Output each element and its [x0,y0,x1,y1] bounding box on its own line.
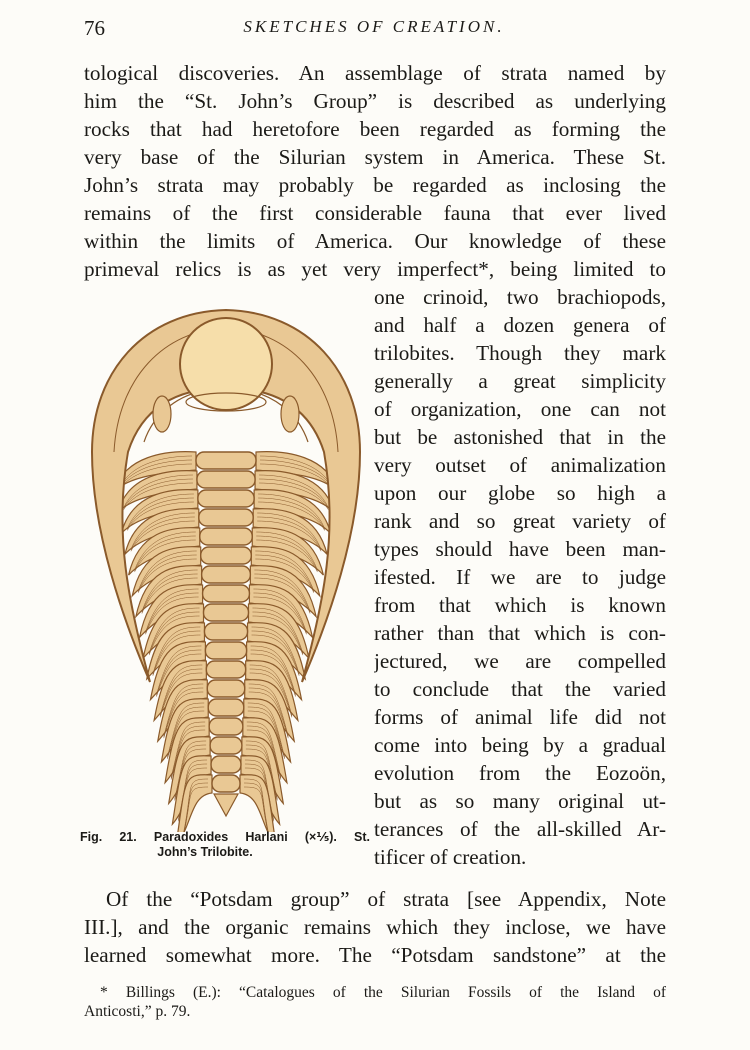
page-number: 76 [84,16,105,40]
axial-ring [201,547,252,564]
body-line: remains of the first considerable fauna that ever lived [84,201,666,225]
side-line: forms of animal life did not [374,705,666,729]
body-line: primeval relics is as yet very imperfect*, being limited to [84,257,666,281]
left-eye [153,396,171,432]
axial-ring [206,661,245,678]
right-eye [281,396,299,432]
side-line: evolution from the Eozoön, [374,761,666,785]
side-line: tificer of creation. [374,845,527,869]
figure-caption [80,830,370,860]
caption-line: Fig. 21. Paradoxides Harlani (×⅕). St. [80,830,370,844]
body-line: very base of the Silurian system in America. These St. [84,145,666,169]
side-line: upon our globe so high a [374,481,666,505]
running-head: SKETCHES OF CREATION. [243,17,505,36]
body-line: him the “St. John’s Group” is described as underlying [84,89,666,113]
axial-ring [211,756,241,773]
side-line: generally a great simplicity [374,369,666,393]
side-line: from that which is known [374,593,666,617]
trilobite-figure [84,302,368,842]
side-line: jectured, we are compelled [374,649,666,673]
axial-ring [205,642,246,659]
axial-ring [198,490,254,507]
axial-ring [197,471,255,488]
body-line: III.], and the organic remains which they inclose, we have [84,915,666,939]
side-line: types should have been man- [374,537,666,561]
caption-line: John’s Trilobite. [157,845,253,859]
body-line: learned somewhat more. The “Potsdam sandstone” at the [84,943,666,967]
footnote-line: Anticosti,” p. 79. [84,1003,191,1020]
axial-ring [204,623,247,640]
page-header [84,16,664,46]
pygidium [214,794,238,816]
side-line: and half a dozen genera of [374,313,666,337]
side-line: trilobites. Though they mark [374,341,666,365]
body-line: Of the “Potsdam group” of strata [see Appendix, Note [106,887,666,911]
side-line: very outset of animalization [374,453,666,477]
side-line: of organization, one can not [374,397,666,421]
side-line: but be astonished that in the [374,425,666,449]
axial-ring [208,699,244,716]
side-line: rank and so great variety of [374,509,666,533]
body-line: tological discoveries. An assemblage of strata named by [84,61,666,85]
axial-ring [212,775,240,792]
axial-ring [196,452,256,469]
body-line: rocks that had heretofore been regarded as forming the [84,117,666,141]
side-line: to conclude that the varied [374,677,666,701]
trilobite-illustration [84,302,368,832]
side-line: ifested. If we are to judge [374,565,666,589]
side-line: terances of the all-skilled Ar- [374,817,666,841]
body-line: within the limits of America. Our knowledge of these [84,229,666,253]
side-line: rather than that which is con- [374,621,666,645]
side-line: but as so many original ut- [374,789,666,813]
axial-ring [199,509,253,526]
axial-ring [210,737,242,754]
axial-ring [204,604,249,621]
axial-ring [203,585,250,602]
side-line: come into being by a gradual [374,733,666,757]
axial-ring [209,718,243,735]
footnote-line: * Billings (E.): “Catalogues of the Silurian Fossils of the Island of [100,984,666,1001]
axial-ring [202,566,251,583]
axial-ring [200,528,252,545]
body-line: John’s strata may probably be regarded as inclosing the [84,173,666,197]
axial-ring [207,680,244,697]
side-line: one crinoid, two brachiopods, [374,285,666,309]
